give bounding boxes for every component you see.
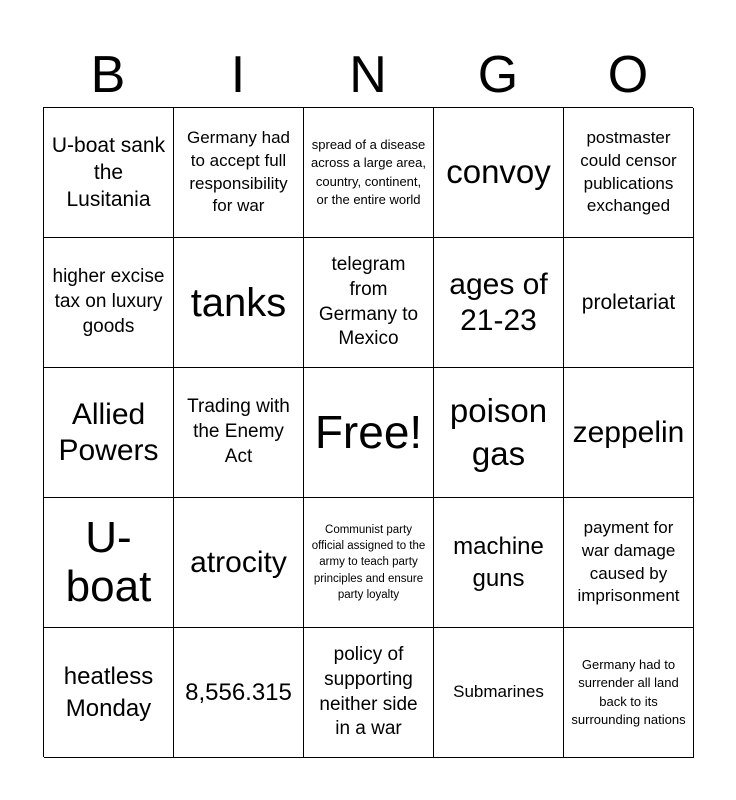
bingo-cell[interactable]: proletariat xyxy=(564,238,694,368)
bingo-cell[interactable]: payment for war damage caused by imprisonment xyxy=(564,498,694,628)
bingo-cell[interactable]: policy of supporting neither side in a war xyxy=(304,628,434,758)
bingo-grid xyxy=(43,107,693,757)
bingo-cell[interactable]: convoy xyxy=(434,108,564,238)
bingo-cell[interactable]: U-boat sank the Lusitania xyxy=(44,108,174,238)
bingo-cell[interactable]: Trading with the Enemy Act xyxy=(174,368,304,498)
bingo-cell[interactable]: spread of a disease across a large area, country, continent, or the entire world xyxy=(304,108,434,238)
bingo-cell[interactable]: 8,556.315 xyxy=(174,628,304,758)
bingo-cell[interactable]: U-boat xyxy=(44,498,174,628)
header-letter-g: G xyxy=(477,46,519,104)
bingo-cell[interactable]: tanks xyxy=(174,238,304,368)
bingo-cell[interactable]: Submarines xyxy=(434,628,564,758)
bingo-cell[interactable]: atrocity xyxy=(174,498,304,628)
free-space-cell[interactable]: Free! xyxy=(304,368,434,498)
bingo-header xyxy=(43,44,693,106)
bingo-cell[interactable]: Allied Powers xyxy=(44,368,174,498)
header-letter-i: I xyxy=(230,46,246,104)
bingo-cell[interactable]: Communist party official assigned to the army to teach party principles and ensure party loyalty xyxy=(304,498,434,628)
bingo-cell[interactable]: zeppelin xyxy=(564,368,694,498)
bingo-cell[interactable]: Germany had to surrender all land back to its surrounding nations xyxy=(564,628,694,758)
bingo-cell[interactable]: poison gas xyxy=(434,368,564,498)
bingo-cell[interactable]: postmaster could censor publications exchanged xyxy=(564,108,694,238)
header-letter-o: O xyxy=(607,46,649,104)
bingo-cell[interactable]: heatless Monday xyxy=(44,628,174,758)
bingo-cell[interactable]: machine guns xyxy=(434,498,564,628)
header-letter-n: N xyxy=(349,46,387,104)
bingo-cell[interactable]: higher excise tax on luxury goods xyxy=(44,238,174,368)
bingo-cell[interactable]: telegram from Germany to Mexico xyxy=(304,238,434,368)
bingo-cell[interactable]: ages of 21-23 xyxy=(434,238,564,368)
header-letter-b: B xyxy=(90,46,126,104)
bingo-cell[interactable]: Germany had to accept full responsibility for war xyxy=(174,108,304,238)
